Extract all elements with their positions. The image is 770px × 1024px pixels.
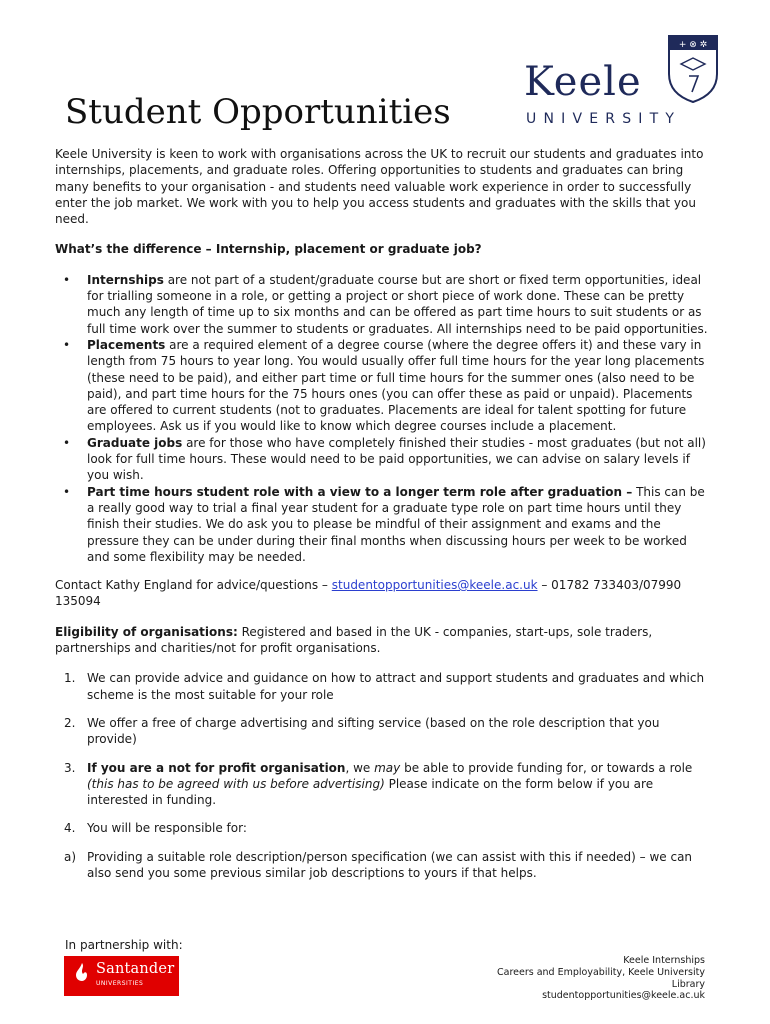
numbered-list <box>55 670 710 881</box>
page-title: Student Opportunities <box>65 92 451 132</box>
santander-sub: UNIVERSITIES <box>96 980 144 987</box>
bullet-text: This can be a really good way to trial a final year student for a graduate type role on part time hours until they finish their studies. We do ask you to please be mindful of their assignment and exams and the pressure they can be under during their final months when discussing hours per week to be worked and some flexibility may be needed. <box>87 484 705 564</box>
eligibility-text: Registered and based in the UK - companies, start-ups, sole traders, partnerships and charities/not for profit organisations. <box>55 624 653 656</box>
svg-text:+ ⊗ ✲: + ⊗ ✲ <box>678 40 708 50</box>
list-emphasis: may <box>374 760 401 775</box>
eligibility-label: Eligibility of organisations: <box>55 624 238 639</box>
keele-university-logo <box>524 34 724 129</box>
keele-shield-icon <box>667 34 719 104</box>
contact-paragraph <box>55 577 710 610</box>
list-item <box>55 760 710 809</box>
list-number: a) <box>64 849 77 864</box>
footer-line: studentopportunities@keele.ac.uk <box>542 990 705 1002</box>
list-text: We offer a free of charge advertising and sifting service (based on the role description that you provide) <box>87 715 660 747</box>
document-body <box>55 146 710 893</box>
list-emphasis: (this has to be agreed with us before advertising) <box>87 776 385 791</box>
santander-name: Santander <box>96 961 175 977</box>
list-text: be able to provide funding for, or towards a role <box>400 760 693 775</box>
list-item <box>55 715 710 748</box>
bullet-icon: • <box>63 484 71 499</box>
bullet-term: Internships <box>87 272 164 287</box>
list-text: Providing a suitable role description/person specification (we can assist with this if needed) – we can also send you some previous similar job descriptions to yours if that helps. <box>87 849 693 880</box>
bullet-icon: • <box>63 272 71 287</box>
list-text: We can provide advice and guidance on how to attract and support students and graduates and which scheme is the most suitable for your role <box>87 671 705 702</box>
list-item <box>55 484 710 565</box>
list-number: 1. <box>64 671 76 686</box>
logo-university: UNIVERSITY <box>526 111 682 127</box>
list-item <box>55 337 710 435</box>
list-bold: If you are a not for profit organisation <box>87 760 346 775</box>
list-text: You will be responsible for: <box>87 821 247 836</box>
bullet-text: are not part of a student/graduate course but are short or fixed term opportunities, ideal for trialling someone in a role, or getting a project or short piece of work done. These can be pretty much any length of time up to six months and can be offered as part time hours to suit students or as full time work over the summer to students or graduates. All internships need to be paid opportunities. <box>87 272 708 336</box>
logo-wordmark: Keele <box>524 59 642 105</box>
bullet-icon: • <box>63 337 71 352</box>
bullet-term: Graduate jobs <box>87 435 183 450</box>
list-number: 3. <box>64 760 76 775</box>
opportunity-types-list <box>55 272 710 565</box>
footer-line: Careers and Employability, Keele University <box>497 966 705 978</box>
footer-address <box>445 955 705 1013</box>
bullet-icon: • <box>63 435 71 450</box>
bullet-text: are a required element of a degree course (where the degree offers it) and these vary in length from 75 hours to year long. You would usually offer full time hours for the year long placements (these need to be paid), and either part time or full time hours for the summer ones (also need to be paid), and part time hours for the 75 hours ones (you can offer these as paid or unpaid). Placements are offered to current students (not to graduates. Placements are ideal for talent spotting for future employees. Ask us if you would like to know which degree courses include a placement. <box>87 337 705 434</box>
list-item <box>55 849 710 882</box>
difference-heading: What’s the difference – Internship, placement or graduate job? <box>55 242 482 257</box>
footer-line: Keele Internships <box>623 955 705 966</box>
list-item <box>55 670 710 703</box>
eligibility-paragraph <box>55 624 710 657</box>
list-item <box>55 435 710 484</box>
list-number: 4. <box>64 821 76 836</box>
list-item <box>55 820 710 836</box>
footer-line: Library <box>671 978 705 990</box>
partnership-label: In partnership with: <box>65 938 183 952</box>
contact-phone: – 01782 733403/07990 135094 <box>55 578 682 609</box>
list-text: , we <box>345 760 375 775</box>
bullet-term: Part time hours student role with a view to a longer term role after graduation – <box>87 484 633 499</box>
santander-flame-icon <box>72 962 92 982</box>
bullet-text: are for those who have completely finished their studies - most graduates (but not all) look for full time hours. These would need to be paid opportunities, we can advise on salary levels if you wish. <box>87 435 706 483</box>
list-number: 2. <box>64 715 76 730</box>
bullet-term: Placements <box>87 337 166 352</box>
intro-paragraph: Keele University is keen to work with organisations across the UK to recruit our students and graduates into internships, placements, and graduate roles. Offering opportunities to students and graduates can bring many benefits to your organisation - and students need valuable work experience in order to successfully enter the job market. We work with you to help you access students and graduates with the skills that you need. <box>55 147 704 227</box>
list-item <box>55 272 710 337</box>
contact-email-link[interactable]: studentopportunities@keele.ac.uk <box>331 578 538 593</box>
contact-text: Contact Kathy England for advice/questions – <box>55 578 332 593</box>
list-text: Please indicate on the form below if you are interested in funding. <box>87 776 654 808</box>
santander-logo <box>64 956 179 996</box>
